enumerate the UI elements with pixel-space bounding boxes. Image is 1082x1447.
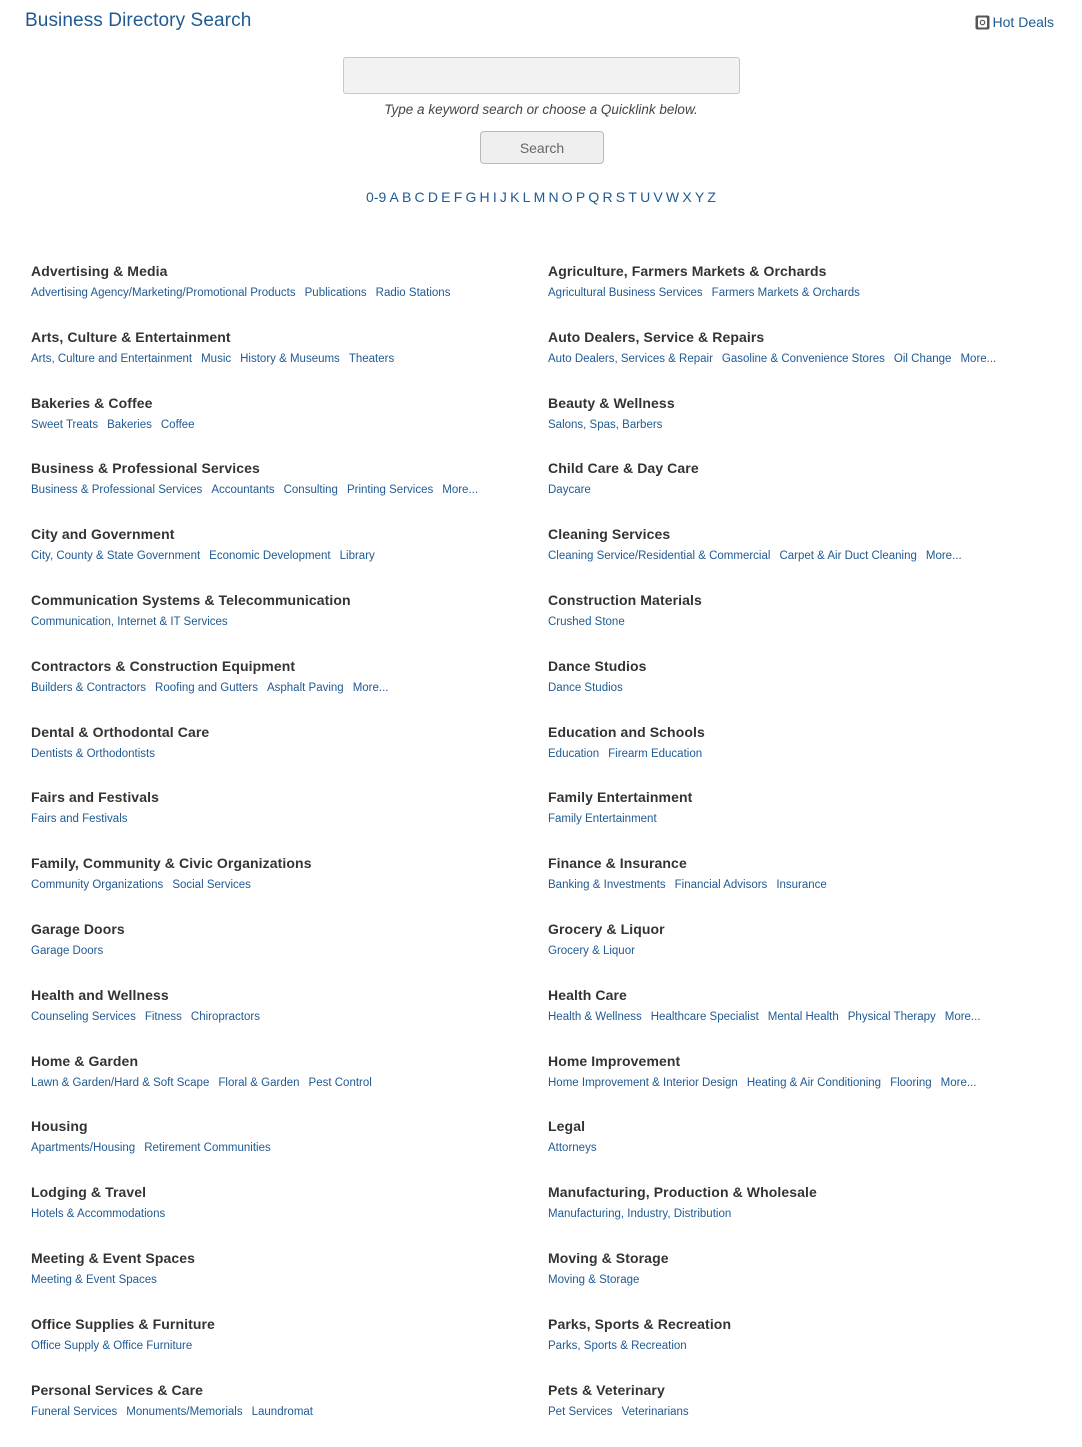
subcategory-link[interactable]: Cleaning Service/Residential & Commercial [548,550,771,563]
category-title: Moving & Storage [548,1249,669,1266]
subcategory-link[interactable]: Arts, Culture and Entertainment [31,352,193,365]
subcategory-link[interactable]: Agricultural Business Services [548,287,703,299]
subcategory-link[interactable]: Office Supply & Office Furniture [31,1339,193,1352]
category-links [548,681,1061,695]
subcategory-link[interactable]: Carpet & Air Duct Cleaning [779,550,917,563]
category-links [548,615,1061,629]
subcategory-link[interactable]: Advertising Agency/Marketing/Promotional Products [31,287,296,299]
alpha-link[interactable]: L [522,189,531,205]
subcategory-link[interactable]: Sweet Treats [31,418,99,431]
subcategory-link[interactable]: Monuments/Memorials [126,1405,243,1418]
alpha-link[interactable]: T [628,189,637,205]
more-link[interactable]: More... [960,352,997,365]
alpha-link[interactable]: K [510,189,520,205]
category-block [31,789,548,855]
alpha-link[interactable]: X [682,189,692,205]
subcategory-link[interactable]: Flooring [890,1076,932,1089]
subcategory-link[interactable]: Home Improvement & Interior Design [548,1076,738,1089]
category-title: City and Government [31,526,175,543]
alpha-link[interactable]: R [602,189,613,205]
subcategory-link[interactable]: Hotels & Accommodations [31,1208,166,1221]
subcategory-link[interactable]: Financial Advisors [674,879,768,892]
category-links [31,352,548,366]
category-links [31,681,548,695]
subcategory-link[interactable]: Meeting & Event Spaces [31,1273,157,1286]
category-block [548,1316,1061,1382]
category-title: Parks, Sports & Recreation [548,1315,732,1332]
category-title: Grocery & Liquor [548,920,665,937]
category-block [548,460,1061,526]
subcategory-link[interactable]: Roofing and Gutters [155,681,258,694]
subcategory-link[interactable]: Manufacturing, Industry, Distribution [548,1208,732,1221]
subcategory-link[interactable]: Theaters [348,352,395,365]
coupon-icon [975,15,990,30]
subcategory-link[interactable]: Library [339,550,375,563]
page-title: Business Directory Search [25,10,252,31]
category-block [31,987,548,1053]
category-title: Beauty & Wellness [548,394,675,411]
category-links [31,615,548,629]
category-links [548,944,1061,958]
subcategory-link[interactable]: Community Organizations [31,879,164,892]
category-block [31,1250,548,1316]
subcategory-link[interactable]: Farmers Markets & Orchards [711,287,860,299]
category-block [548,1382,1061,1447]
subcategory-link[interactable]: Radio Stations [375,287,451,299]
category-links [548,418,1061,432]
alpha-link[interactable]: P [575,189,586,205]
subcategory-link[interactable]: Dentists & Orthodontists [31,747,155,760]
category-links [31,549,548,563]
category-title: Family, Community & Civic Organizations [31,855,312,872]
alpha-link[interactable]: 0-9 [366,189,387,205]
category-title: Cleaning Services [548,526,671,543]
alpha-link[interactable]: Y [694,189,705,205]
subcategory-link[interactable]: Dance Studios [548,681,623,694]
subcategory-link[interactable]: Builders & Contractors [31,681,147,694]
category-block [548,263,1061,329]
category-links [31,1273,548,1287]
subcategory-link[interactable]: Asphalt Paving [266,681,344,694]
category-block [31,658,548,724]
category-links [548,1207,1061,1221]
hot-deals-link[interactable] [975,14,1054,30]
category-title: Legal [548,1118,586,1135]
category-block [548,592,1061,658]
alpha-link[interactable]: Q [588,189,600,205]
category-title: Education and Schools [548,723,705,740]
subcategory-link[interactable]: Veterinarians [621,1405,689,1418]
category-block [548,789,1061,855]
subcategory-link[interactable]: Apartments/Housing [31,1142,136,1155]
category-title: Family Entertainment [548,789,693,806]
category-links [31,1405,548,1419]
subcategory-link[interactable]: Economic Development [209,550,331,563]
category-title: Child Care & Day Care [548,460,699,477]
category-title: Health Care [548,986,627,1003]
category-block [548,987,1061,1053]
more-link[interactable]: More... [925,550,962,563]
category-block [31,1382,548,1447]
category-block [31,263,548,329]
category-title: Manufacturing, Production & Wholesale [548,1184,817,1201]
category-title: Construction Materials [548,591,702,608]
category-block [31,921,548,987]
subcategory-link[interactable]: Attorneys [548,1142,597,1155]
category-links [548,286,1061,300]
alpha-link[interactable]: J [499,189,507,205]
subcategory-link[interactable]: Coffee [160,418,195,431]
subcategory-link[interactable]: Banking & Investments [548,879,666,892]
category-title: Auto Dealers, Service & Repairs [548,328,765,345]
subcategory-link[interactable]: Firearm Education [608,747,703,760]
search-hint: Type a keyword search or choose a Quicklink below. [384,102,698,117]
subcategory-link[interactable]: Healthcare Specialist [650,1010,759,1023]
category-links [31,286,548,300]
category-title: Bakeries & Coffee [31,394,153,411]
category-block [31,724,548,790]
subcategory-link[interactable]: Gasoline & Convenience Stores [721,352,885,365]
alpha-link[interactable]: F [453,189,463,205]
more-link[interactable]: More... [442,484,479,497]
category-title: Health and Wellness [31,986,169,1003]
subcategory-link[interactable]: Auto Dealers, Services & Repair [548,352,713,365]
category-title: Communication Systems & Telecommunication [31,591,351,608]
category-links [31,418,548,432]
category-block [31,1316,548,1382]
alpha-link[interactable]: D [427,189,438,205]
alpha-link[interactable]: S [615,189,626,205]
category-block [31,329,548,395]
category-links [548,1273,1061,1287]
subcategory-link[interactable]: Family Entertainment [548,813,657,826]
category-block [548,1118,1061,1184]
category-block [31,855,548,921]
category-links [548,352,1061,366]
category-block [548,329,1061,395]
subcategory-link[interactable]: Oil Change [893,352,952,365]
category-links [31,878,548,892]
category-title: Pets & Veterinary [548,1381,665,1398]
category-block [548,658,1061,724]
alpha-link[interactable]: Z [707,189,716,205]
alpha-link[interactable]: U [640,189,651,205]
subcategory-link[interactable]: Retirement Communities [144,1142,271,1155]
category-links [31,1339,548,1353]
alpha-link[interactable]: E [441,189,451,205]
category-title: Agriculture, Farmers Markets & Orchards [548,263,827,279]
category-title: Arts, Culture & Entertainment [31,328,231,345]
alpha-link[interactable]: O [561,189,573,205]
category-links [548,812,1061,826]
subcategory-link[interactable]: Health & Wellness [548,1010,642,1023]
alpha-link[interactable]: A [389,189,399,205]
category-grid [31,263,1061,1447]
category-links [548,747,1061,761]
category-title: Dental & Orthodontal Care [31,723,210,740]
category-links [548,549,1061,563]
category-block [31,1053,548,1119]
category-links [31,483,548,497]
category-block [548,1184,1061,1250]
category-title: Home Improvement [548,1052,681,1069]
subcategory-link[interactable]: Daycare [548,484,591,497]
category-links [31,1207,548,1221]
category-links [31,747,548,761]
subcategory-link[interactable]: History & Museums [240,352,340,365]
category-links [548,1010,1061,1024]
subcategory-link[interactable]: Education [548,747,600,760]
alpha-link[interactable]: V [653,189,663,205]
search-button[interactable]: Search [480,131,604,164]
category-links [548,1405,1061,1419]
alpha-link[interactable]: B [402,189,412,205]
subcategory-link[interactable]: Fitness [144,1010,182,1023]
alpha-link[interactable]: C [414,189,425,205]
more-link[interactable]: More... [944,1010,981,1023]
category-links [548,1339,1061,1353]
category-block [548,395,1061,461]
category-title: Fairs and Festivals [31,789,159,806]
subcategory-link[interactable]: Physical Therapy [847,1010,936,1023]
subcategory-link[interactable]: Social Services [172,879,251,892]
alpha-link[interactable]: W [665,189,680,205]
subcategory-link[interactable]: Communication, Internet & IT Services [31,615,228,628]
subcategory-link[interactable]: Bakeries [107,418,152,431]
category-title: Business & Professional Services [31,460,260,477]
subcategory-link[interactable]: Crushed Stone [548,615,625,628]
subcategory-link[interactable]: Insurance [776,879,827,892]
subcategory-link[interactable]: Floral & Garden [218,1076,300,1089]
category-title: Housing [31,1118,88,1135]
category-links [548,1141,1061,1155]
search-input[interactable] [343,57,740,94]
subcategory-link[interactable]: Parks, Sports & Recreation [548,1339,687,1352]
subcategory-link[interactable]: Mental Health [767,1010,839,1023]
category-block [31,460,548,526]
subcategory-link[interactable]: Moving & Storage [548,1273,640,1286]
category-title: Lodging & Travel [31,1184,147,1201]
alpha-link[interactable]: I [492,189,497,205]
category-links [31,812,548,826]
category-title: Contractors & Construction Equipment [31,657,296,674]
subcategory-link[interactable]: Printing Services [346,484,434,497]
category-block [31,526,548,592]
category-block [31,1118,548,1184]
category-title: Office Supplies & Furniture [31,1315,215,1332]
subcategory-link[interactable]: Publications [304,287,367,299]
category-block [31,1184,548,1250]
category-block [548,1053,1061,1119]
alpha-link[interactable]: M [533,189,546,205]
category-block [548,855,1061,921]
subcategory-link[interactable]: Pet Services [548,1405,613,1418]
category-links [548,1076,1061,1090]
category-links [31,1141,548,1155]
category-block [548,526,1061,592]
category-links [31,1076,548,1090]
subcategory-link[interactable]: Music [201,352,232,365]
subcategory-link[interactable]: Laundromat [251,1405,313,1418]
subcategory-link[interactable]: Grocery & Liquor [548,944,635,957]
subcategory-link[interactable]: Heating & Air Conditioning [746,1076,882,1089]
category-title: Meeting & Event Spaces [31,1249,196,1266]
more-link[interactable]: More... [352,681,389,694]
subcategory-link[interactable]: Chiropractors [190,1010,260,1023]
alpha-link[interactable]: G [465,189,477,205]
category-links [548,483,1061,497]
category-links [548,878,1061,892]
subcategory-link[interactable]: Garage Doors [31,944,104,957]
alpha-link[interactable]: H [479,189,490,205]
subcategory-link[interactable]: Business & Professional Services [31,484,203,497]
more-link[interactable]: More... [940,1076,977,1089]
category-block [548,921,1061,987]
alpha-link[interactable]: N [548,189,559,205]
alphabet-index [0,189,1082,205]
category-title: Garage Doors [31,920,125,937]
category-links [31,944,548,958]
subcategory-link[interactable]: Lawn & Garden/Hard & Soft Scape [31,1076,210,1089]
category-title: Personal Services & Care [31,1381,204,1398]
subcategory-link[interactable]: Salons, Spas, Barbers [548,418,663,431]
category-title: Finance & Insurance [548,855,687,872]
category-block [548,724,1061,790]
category-title: Dance Studios [548,657,647,674]
category-title: Advertising & Media [31,263,168,279]
hot-deals-label: Hot Deals [992,14,1054,30]
category-block [31,395,548,461]
category-links [31,1010,548,1024]
subcategory-link[interactable]: Fairs and Festivals [31,813,128,826]
subcategory-link[interactable]: Funeral Services [31,1405,118,1418]
subcategory-link[interactable]: Counseling Services [31,1010,136,1023]
subcategory-link[interactable]: Accountants [211,484,275,497]
category-title: Home & Garden [31,1052,139,1069]
subcategory-link[interactable]: Consulting [283,484,338,497]
subcategory-link[interactable]: Pest Control [308,1076,372,1089]
category-block [31,592,548,658]
subcategory-link[interactable]: City, County & State Government [31,550,201,563]
category-block [548,1250,1061,1316]
